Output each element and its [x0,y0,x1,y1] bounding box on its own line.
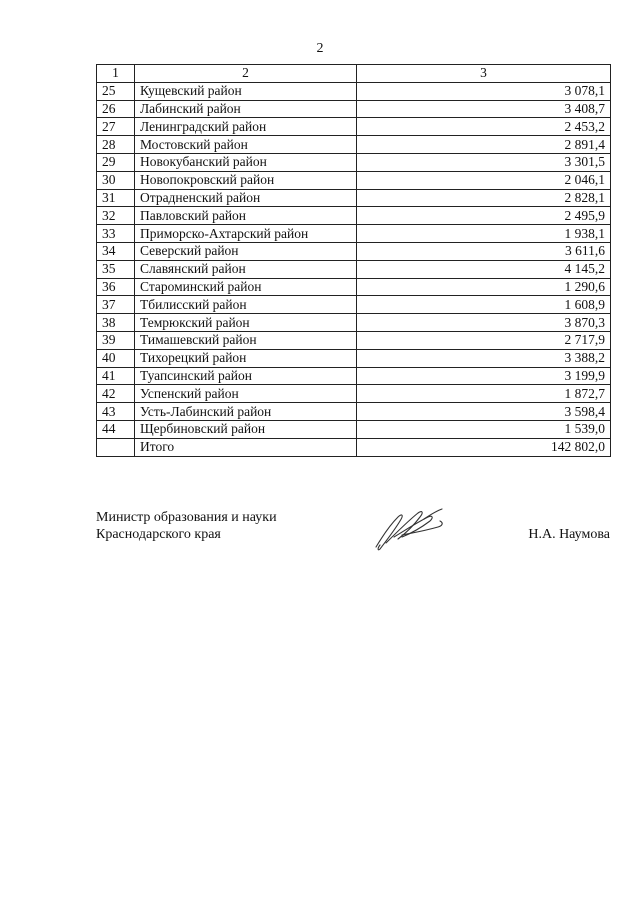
district-name-cell: Павловский район [135,207,357,225]
row-number-cell: 32 [97,207,135,225]
row-number-cell: 41 [97,367,135,385]
table-row [97,278,611,296]
page-number: 2 [316,41,324,56]
table-body [97,82,611,438]
district-name-cell: Ленинградский район [135,118,357,136]
district-name-cell: Лабинский район [135,100,357,118]
row-number-cell: 37 [97,296,135,314]
district-name-cell: Щербиновский район [135,420,357,438]
table-row [97,118,611,136]
table-row [97,403,611,421]
amount-cell: 3 870,3 [357,314,611,332]
table-row [97,260,611,278]
row-number-cell: 44 [97,420,135,438]
district-name-cell: Новокубанский район [135,153,357,171]
table-row [97,314,611,332]
total-amount-cell: 142 802,0 [357,438,611,456]
handwritten-signature [372,507,452,553]
amount-cell: 3 408,7 [357,100,611,118]
amount-cell: 2 046,1 [357,171,611,189]
table-row [97,420,611,438]
district-name-cell: Усть-Лабинский район [135,403,357,421]
table-row [97,153,611,171]
allocation-table [96,64,611,457]
amount-cell: 2 891,4 [357,136,611,154]
district-name-cell: Приморско-Ахтарский район [135,225,357,243]
row-number-cell: 42 [97,385,135,403]
row-number-cell: 33 [97,225,135,243]
table-row [97,367,611,385]
signatory-position-line2: Краснодарского края [96,527,221,542]
amount-cell: 2 717,9 [357,331,611,349]
row-number-cell: 39 [97,331,135,349]
amount-cell: 2 495,9 [357,207,611,225]
district-name-cell: Отрадненский район [135,189,357,207]
table-row [97,171,611,189]
amount-cell: 1 872,7 [357,385,611,403]
table-row [97,189,611,207]
district-name-cell: Тихорецкий район [135,349,357,367]
table-header-row [97,65,611,83]
table-row [97,136,611,154]
amount-cell: 3 301,5 [357,153,611,171]
district-name-cell: Славянский район [135,260,357,278]
district-name-cell: Темрюкский район [135,314,357,332]
district-name-cell: Мостовский район [135,136,357,154]
column-header-district: 2 [135,65,357,83]
row-number-cell: 34 [97,242,135,260]
district-name-cell: Староминский район [135,278,357,296]
row-number-cell: 29 [97,153,135,171]
district-name-cell: Туапсинский район [135,367,357,385]
amount-cell: 1 608,9 [357,296,611,314]
column-header-amount: 3 [357,65,611,83]
table-row [97,296,611,314]
row-number-cell: 43 [97,403,135,421]
signatory-position [96,509,277,543]
district-name-cell: Северский район [135,242,357,260]
amount-cell: 2 828,1 [357,189,611,207]
table-total-row [97,438,611,456]
table-row [97,225,611,243]
table-row [97,331,611,349]
row-number-cell: 36 [97,278,135,296]
amount-cell: 3 388,2 [357,349,611,367]
table-row [97,82,611,100]
amount-cell: 3 598,4 [357,403,611,421]
amount-cell: 1 938,1 [357,225,611,243]
row-number-cell: 31 [97,189,135,207]
signatory-name: Н.А. Наумова [528,527,610,542]
row-number-cell: 30 [97,171,135,189]
row-number-cell: 35 [97,260,135,278]
row-number-cell: 40 [97,349,135,367]
district-name-cell: Тбилисский район [135,296,357,314]
amount-cell: 1 290,6 [357,278,611,296]
district-name-cell: Тимашевский район [135,331,357,349]
table-row [97,385,611,403]
row-number-cell: 27 [97,118,135,136]
district-name-cell: Новопокровский район [135,171,357,189]
amount-cell: 3 078,1 [357,82,611,100]
row-number-cell: 38 [97,314,135,332]
table-row [97,207,611,225]
signatory-position-line1: Министр образования и науки [96,510,277,525]
row-number-cell: 26 [97,100,135,118]
district-name-cell: Успенский район [135,385,357,403]
district-name-cell: Кущевский район [135,82,357,100]
table-row [97,242,611,260]
table-row [97,100,611,118]
total-label-cell: Итого [135,438,357,456]
column-header-number: 1 [97,65,135,83]
table-row [97,349,611,367]
amount-cell: 2 453,2 [357,118,611,136]
row-number-cell: 28 [97,136,135,154]
amount-cell: 3 199,9 [357,367,611,385]
row-number-cell: 25 [97,82,135,100]
amount-cell: 1 539,0 [357,420,611,438]
total-number-cell [97,438,135,456]
amount-cell: 4 145,2 [357,260,611,278]
amount-cell: 3 611,6 [357,242,611,260]
